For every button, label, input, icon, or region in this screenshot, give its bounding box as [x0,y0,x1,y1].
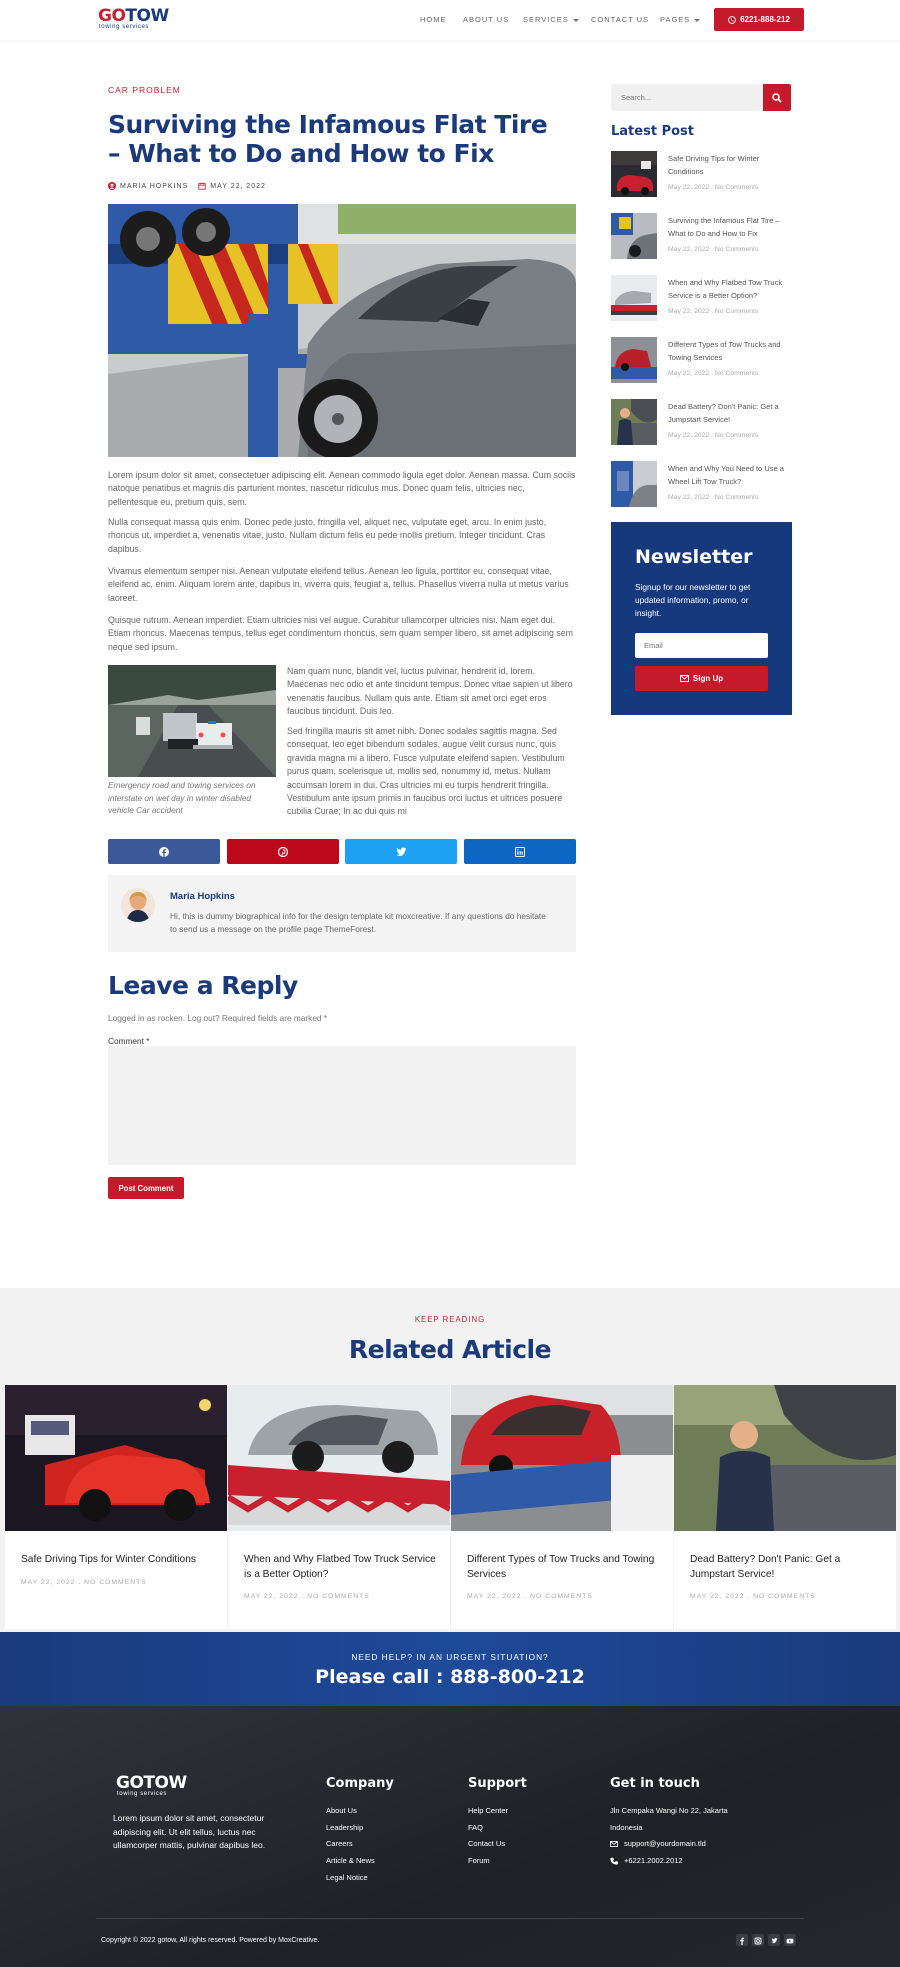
site-header [0,0,900,40]
chevron-down-icon [573,19,579,22]
footer-link[interactable]: Leadership [326,1823,364,1832]
related-card-image [674,1385,896,1531]
linkedin-icon [515,847,525,857]
footer-link[interactable]: Legal Notice [326,1873,368,1882]
newsletter-signup-label: Sign Up [692,674,724,683]
latest-post-title[interactable]: Dead Battery? Don't Panic: Get a Jumpstart Service! [668,402,779,424]
related-card-image [5,1385,227,1531]
related-card-title[interactable]: Dead Battery? Don't Panic: Get a Jumpstart Service! [690,1554,841,1580]
side-paragraph-1: Nam quam nunc, blandit vel, luctus pulvinar, hendrerit id, lorem. Maecenas nec odio et ante tincidunt tempus. Donec vitae sapien ut libero venenatis faucibus. Nullam quis ante. Etiam sit amet orci eget eros faucibus tincidunt. Duis leo. [287,666,573,717]
newsletter-text: Signup for our newsletter to get updated information, promo, or insight. [635,582,751,618]
author-avatar [121,888,155,922]
related-kicker: KEEP READING [414,1315,486,1324]
nav-about[interactable]: ABOUT US [463,15,510,24]
side-paragraph-2: Sed fringilla mauris sit amet nibh. Donec sodales sagittis magna. Sed consequat, leo eget bibendum sodales, augue velit cursus nunc, quis gravida magna mi a libero. Fusce vulputate eleifend sapien. Vestibulum purus quam, scelerisque ut, mollis sed, nonummy id, metus. Nullam accumsan lorem in dui. Cras ultricies mi eu turpis hendrerit fringilla. Vestibulum ante ipsum primis in faucibus orci luctus et ultrices posuere cubilia Curae; In ac dui quis mi [287,726,565,817]
newsletter-heading: Newsletter [635,546,753,568]
footer-about: Lorem ipsum dolor sit amet, consectetur adipiscing elit. Ut elit tellus, luctus nec ullamcorper mattis, pulvinar dapibus leo. [113,1813,266,1850]
newsletter-email-input[interactable] [635,633,768,658]
latest-post-title[interactable]: Different Types of Tow Trucks and Towing Services [668,340,781,362]
related-heading: Related Article [348,1335,552,1364]
tow-truck-illustration [108,204,576,457]
footer-email[interactable] [610,1839,706,1848]
post-author[interactable]: MARIA HOPKINS [120,182,189,190]
nav-services[interactable] [523,15,579,24]
social-youtube[interactable] [784,1934,796,1946]
latest-post-title[interactable]: Surviving the Infamous Flat Tire – What to Do and How to Fix [668,216,780,238]
social-facebook[interactable] [736,1934,748,1946]
post-title: Surviving the Infamous Flat Tire – What to Do and How to Fix [108,110,548,168]
related-card-title[interactable]: Safe Driving Tips for Winter Conditions [21,1554,196,1565]
nav-services-label: SERVICES [523,15,569,24]
latest-post-thumb[interactable] [611,275,657,321]
footer-address-line-2: Indonesia [610,1823,643,1832]
footer-phone-text: +6221.2002.2012 [624,1856,683,1865]
footer-support-heading: Support [468,1776,527,1791]
pinterest-icon [278,847,288,857]
latest-post-meta: May 22, 2022 . No Comments [668,432,759,439]
newsletter-signup-button[interactable] [635,666,768,691]
envelope-icon [610,1841,618,1847]
featured-image [108,204,576,457]
latest-post-meta: May 22, 2022 . No Comments [668,370,759,377]
footer-link[interactable]: Article & News [326,1856,375,1865]
envelope-icon [680,675,689,682]
nav-contact[interactable]: CONTACT US [591,15,650,24]
paragraph-3: Vivamus elementum semper nisi. Aenean vulputate eleifend tellus. Aenean leo ligula, porttitor eu, consequat vitae, eleifend ac, enim. Aliquam lorem ante, dapibus in, viverra quis, feugiat a, tellus. Phasellus viverra nulla ut metus varius laoreet. [108,566,569,603]
call-button-label: 6221-888-212 [740,15,790,24]
facebook-icon [159,847,169,857]
youtube-icon [784,1935,796,1947]
related-card[interactable] [5,1385,227,1629]
footer-logo-tagline: towing services [117,1791,168,1797]
related-card-meta: MAY 22, 2022 . NO COMMENTS [467,1593,593,1600]
paragraph-4: Quisque rutrum. Aenean imperdiet. Etiam ultricies nisi vel augue. Curabitur ullamcorper ultricies nisi. Nam eget dui. Etiam rhoncus. Maecenas tempus, tellus eget condimentum rhoncus, sem quam semper libero, sit amet adipiscing sem neque sed ipsum. [108,615,573,652]
search-icon [772,93,782,103]
inline-image [108,665,276,777]
share-facebook-button[interactable] [108,839,220,864]
footer-link[interactable]: Help Center [468,1806,509,1815]
latest-post-thumb[interactable] [611,461,657,507]
cta-phone[interactable]: Please call : 888-800-212 [315,1666,585,1688]
post-meta [108,182,266,190]
latest-post-meta: May 22, 2022 . No Comments [668,246,759,253]
footer-contact-heading: Get in touch [610,1776,700,1791]
search-button[interactable] [763,84,791,111]
latest-post-thumb[interactable] [611,213,657,259]
latest-post-thumb[interactable] [611,337,657,383]
related-card-title[interactable]: When and Why Flatbed Tow Truck Service is a Better Option? [244,1554,436,1580]
twitter-icon [768,1935,780,1947]
latest-post-meta: May 22, 2022 . No Comments [668,494,759,501]
latest-post-title[interactable]: When and Why Flatbed Tow Truck Service is a Better Option? [668,278,783,300]
latest-post-meta: May 22, 2022 . No Comments [668,308,759,315]
latest-post-thumb[interactable] [611,151,657,197]
social-instagram[interactable] [752,1934,764,1946]
latest-post-title[interactable]: When and Why You Need to Use a Wheel Lift Tow Truck? [668,464,784,486]
footer-logo-go: GO [116,1773,144,1793]
related-card[interactable] [674,1385,896,1629]
social-twitter[interactable] [768,1934,780,1946]
cta-band [0,1632,900,1706]
footer-link[interactable]: Careers [326,1839,353,1848]
related-card-meta: MAY 22, 2022 . NO COMMENTS [690,1593,816,1600]
related-card-image [228,1385,450,1531]
phone-icon [728,16,736,24]
share-pinterest-button[interactable] [227,839,339,864]
nav-pages-label: PAGES [660,15,691,24]
footer-address-line-1: Jln Cempaka Wangi No 22, Jakarta [610,1806,728,1815]
related-card-title[interactable]: Different Types of Tow Trucks and Towing Services [467,1554,655,1580]
facebook-icon [736,1935,748,1947]
footer-link[interactable]: FAQ [468,1823,484,1832]
share-linkedin-button[interactable] [464,839,576,864]
footer-copyright: Copyright © 2022 gotow, All rights reserved. Powered by MoxCreative. [101,1937,320,1944]
logo[interactable] [98,7,169,25]
author-name[interactable]: Maria Hopkins [170,891,235,902]
related-card-meta: MAY 22, 2022 . NO COMMENTS [21,1579,147,1586]
post-category[interactable]: CAR PROBLEM [108,85,181,95]
paragraph-1: Lorem ipsum dolor sit amet, consectetuer adipiscing elit. Aenean commodo ligula eget dolor. Aenean massa. Cum sociis natoque penatibus et magnis dis parturient montes, nascetur ridiculus mus. Donec quam felis, ultricies nec, pellentesque eu, pretium quis, sem. [108,470,576,507]
instagram-icon [752,1935,764,1947]
footer-logo-tow: TOW [143,1773,187,1793]
comment-textarea[interactable] [108,1046,576,1165]
footer-link[interactable]: Forum [468,1856,490,1865]
footer-company-heading: Company [326,1776,394,1791]
footer-link[interactable]: About Us [326,1806,357,1815]
logo-tagline: towing services [99,24,150,30]
footer-link[interactable]: Contact Us [468,1839,506,1848]
latest-post-heading: Latest Post [611,124,694,139]
footer-phone[interactable] [610,1856,683,1865]
footer-divider [96,1918,804,1919]
latest-post-thumb[interactable] [611,399,657,445]
twitter-icon [396,847,407,857]
logged-in-note: Logged in as rocken. Log out? Required fields are marked * [108,1013,328,1023]
footer-email-text: support@yourdomain.tld [624,1839,706,1848]
author-bio: Hi, this is dummy biographical info for the design template kit moxcreative. If any questions do hesitate to send us a message on the profile page ThemeForest. [170,911,546,934]
nav-home[interactable]: HOME [420,15,447,24]
related-card[interactable] [451,1385,673,1629]
latest-post-title[interactable]: Safe Driving Tips for Winter Conditions [668,154,760,176]
phone-icon [610,1857,618,1865]
chevron-down-icon [694,19,700,22]
share-twitter-button[interactable] [345,839,457,864]
logo-tow: TOW [125,6,169,26]
comment-label: Comment * [108,1036,150,1046]
calendar-icon [198,182,206,190]
related-card-image [451,1385,673,1531]
paragraph-2: Nulla consequat massa quis enim. Donec pede justo, fringilla vel, aliquet nec, vulputate eget, arcu. In enim justo, rhoncus ut, imperdiet a, venenatis vitae, justo. Nullam dictum felis eu pede mollis pretium. Integer tincidunt. Cras dapibus. [108,517,547,554]
author-box [108,875,576,952]
call-button[interactable] [714,8,804,31]
user-icon [108,182,116,190]
footer-logo[interactable] [116,1774,187,1792]
roadside-accident-illustration [108,665,276,777]
latest-post-meta: May 22, 2022 . No Comments [668,184,759,191]
logo-go: GO [98,6,126,26]
related-card[interactable] [228,1385,450,1629]
related-card-meta: MAY 22, 2022 . NO COMMENTS [244,1593,370,1600]
post-date[interactable]: MAY 22, 2022 [210,182,266,190]
nav-pages[interactable] [660,15,700,24]
cta-kicker: NEED HELP? IN AN URGENT SITUATION? [351,1652,549,1662]
newsletter-box [611,522,792,715]
image-caption: Emergency road and towing services on interstate on wet day in winter disabled vehicle Car accident [108,780,256,815]
reply-heading: Leave a Reply [108,971,298,1000]
search-input[interactable] [611,84,764,111]
post-comment-button[interactable]: Post Comment [108,1177,184,1199]
